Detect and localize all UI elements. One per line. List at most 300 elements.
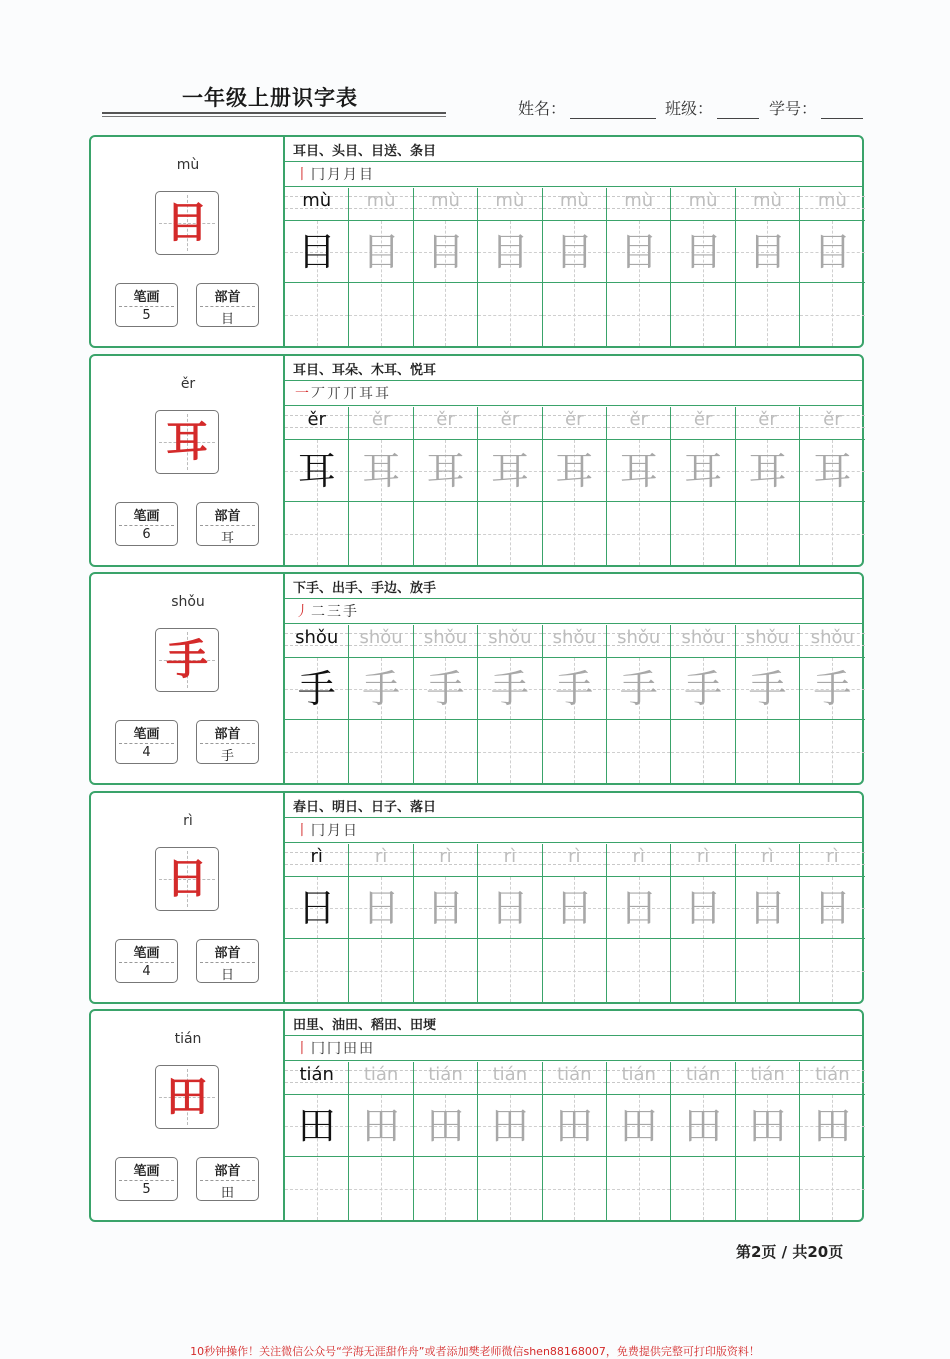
pinyin-text: shǒu [423, 627, 468, 648]
blank-writing-cell[interactable] [607, 1158, 670, 1220]
trace-cell[interactable] [800, 877, 864, 939]
stroke-step: 冂 [311, 823, 327, 839]
trace-char: 日 [297, 886, 336, 930]
pinyin-text: tián [557, 1064, 592, 1085]
pinyin-cell [543, 844, 606, 877]
divider [285, 1060, 862, 1061]
character-card [89, 135, 864, 348]
practice-column [478, 844, 542, 1002]
blank-writing-cell[interactable] [478, 284, 541, 346]
blank-writing-cell[interactable] [800, 1158, 864, 1220]
trace-cell[interactable] [736, 658, 799, 720]
trace-char: 田 [813, 1104, 852, 1148]
pinyin-text: rì [503, 846, 517, 867]
blank-writing-cell[interactable] [736, 503, 799, 565]
divider [285, 380, 862, 381]
radical-value: 耳 [220, 531, 234, 546]
character-pinyin: shǒu [171, 594, 205, 610]
blank-writing-cell[interactable] [543, 940, 606, 1002]
practice-panel [285, 793, 862, 1002]
practice-column [349, 188, 413, 346]
pinyin-cell [800, 844, 864, 877]
character-info-panel [91, 1011, 285, 1220]
blank-writing-cell[interactable] [414, 1158, 477, 1220]
pinyin-text: tián [621, 1064, 656, 1085]
trace-cell[interactable] [478, 440, 541, 502]
pinyin-text: ěr [500, 409, 520, 430]
blank-writing-cell[interactable] [478, 721, 541, 783]
pinyin-cell [414, 407, 477, 440]
pinyin-cell [478, 188, 541, 221]
stroke-order [295, 820, 359, 840]
blank-writing-cell[interactable] [736, 1158, 799, 1220]
stroke-step: 日 [343, 823, 359, 839]
blank-writing-cell[interactable] [671, 1158, 734, 1220]
pinyin-text: shǒu [810, 627, 854, 648]
trace-cell[interactable] [349, 658, 412, 720]
trace-cell[interactable] [349, 877, 412, 939]
trace-cell[interactable] [414, 877, 477, 939]
number-field[interactable] [769, 96, 863, 119]
class-blank[interactable] [717, 100, 759, 119]
pinyin-cell [478, 407, 541, 440]
pinyin-cell [414, 625, 477, 658]
pinyin-cell [414, 1062, 477, 1095]
stroke-step: 丨 [295, 167, 311, 183]
practice-column [414, 1062, 478, 1220]
character-box [155, 628, 219, 692]
practice-column [414, 625, 478, 783]
trace-cell[interactable] [349, 440, 412, 502]
main-character: 耳 [165, 417, 208, 466]
trace-cell[interactable] [543, 877, 606, 939]
stroke-step: 丨 [295, 1041, 311, 1057]
pinyin-cell [736, 844, 799, 877]
pinyin-text: mù [688, 190, 718, 211]
stroke-count-box [115, 1157, 178, 1201]
example-words: 耳目、头目、目送、条目 [293, 144, 437, 159]
pinyin-text: tián [428, 1064, 463, 1085]
example-words: 下手、出手、手边、放手 [293, 581, 437, 596]
blank-writing-cell[interactable] [607, 721, 670, 783]
pinyin-text: mù [366, 190, 396, 211]
trace-cell[interactable] [607, 877, 670, 939]
character-box [155, 410, 219, 474]
practice-column [671, 1062, 735, 1220]
pinyin-cell [671, 625, 734, 658]
stroke-step: 目 [359, 167, 375, 183]
trace-cell[interactable] [543, 440, 606, 502]
trace-cell[interactable] [671, 1095, 734, 1157]
practice-column [800, 1062, 864, 1220]
pinyin-text: ěr [693, 409, 713, 430]
class-field[interactable] [665, 96, 759, 119]
trace-char: 手 [748, 667, 787, 711]
practice-column [671, 407, 735, 565]
trace-cell[interactable] [478, 221, 541, 283]
practice-column [543, 407, 607, 565]
trace-cell[interactable] [736, 221, 799, 283]
blank-writing-cell[interactable] [800, 503, 864, 565]
blank-writing-cell[interactable] [607, 940, 670, 1002]
divider [285, 405, 862, 406]
practice-column [543, 1062, 607, 1220]
trace-cell[interactable] [671, 877, 734, 939]
pinyin-cell [285, 407, 348, 440]
pinyin-text: shǒu [359, 627, 403, 648]
blank-writing-cell[interactable] [543, 1158, 606, 1220]
trace-cell[interactable] [736, 440, 799, 502]
pinyin-cell [736, 188, 799, 221]
practice-column [543, 188, 607, 346]
trace-cell[interactable] [671, 658, 734, 720]
trace-cell[interactable] [285, 440, 348, 502]
radical-box [196, 1157, 259, 1201]
character-box [155, 191, 219, 255]
trace-char: 耳 [555, 449, 594, 493]
trace-char: 目 [555, 230, 594, 274]
pinyin-text: mù [559, 190, 589, 211]
stroke-step: 耳 [375, 386, 391, 402]
blank-writing-cell[interactable] [349, 721, 412, 783]
character-info-panel [91, 574, 285, 783]
trace-char: 田 [297, 1104, 336, 1148]
pinyin-cell [736, 625, 799, 658]
trace-char: 日 [490, 886, 529, 930]
name-blank[interactable] [570, 100, 656, 119]
blank-writing-cell[interactable] [478, 940, 541, 1002]
practice-column [736, 844, 800, 1002]
trace-cell[interactable] [671, 440, 734, 502]
divider [285, 842, 862, 843]
trace-char: 手 [490, 667, 529, 711]
class-label: 班级： [665, 99, 714, 118]
blank-writing-cell[interactable] [736, 721, 799, 783]
example-words: 春日、明日、日子、落日 [293, 800, 437, 815]
pinyin-text: tián [363, 1064, 399, 1085]
trace-cell[interactable] [478, 1095, 541, 1157]
practice-column [285, 1062, 349, 1220]
blank-writing-cell[interactable] [285, 940, 348, 1002]
practice-column [543, 844, 607, 1002]
pinyin-text: tián [492, 1064, 528, 1085]
trace-cell[interactable] [800, 1095, 864, 1157]
blank-writing-cell[interactable] [285, 1158, 348, 1220]
trace-cell[interactable] [736, 1095, 799, 1157]
pinyin-text: rì [310, 846, 323, 867]
divider [285, 817, 862, 818]
character-info-panel [91, 137, 285, 346]
pinyin-text: rì [761, 846, 774, 867]
blank-writing-cell[interactable] [736, 284, 799, 346]
pinyin-cell [607, 625, 670, 658]
trace-cell[interactable] [543, 1095, 606, 1157]
practice-column [671, 625, 735, 783]
pinyin-text: tián [750, 1064, 785, 1085]
practice-column [736, 625, 800, 783]
trace-char: 耳 [297, 449, 336, 493]
pinyin-cell [543, 625, 606, 658]
main-character: 目 [165, 198, 208, 247]
title-underline-thin [102, 116, 446, 117]
trace-cell[interactable] [607, 440, 670, 502]
practice-column [607, 844, 671, 1002]
trace-cell[interactable] [414, 1095, 477, 1157]
blank-writing-cell[interactable] [285, 503, 348, 565]
blank-writing-cell[interactable] [349, 503, 412, 565]
pinyin-cell [414, 188, 477, 221]
blank-writing-cell[interactable] [349, 284, 412, 346]
trace-cell[interactable] [414, 658, 477, 720]
trace-char: 手 [684, 667, 723, 711]
blank-writing-cell[interactable] [414, 503, 477, 565]
pinyin-cell [607, 1062, 670, 1095]
practice-column [800, 407, 864, 565]
practice-column [607, 407, 671, 565]
character-card [89, 354, 864, 567]
radical-label: 部首 [214, 946, 241, 961]
trace-char: 田 [362, 1104, 401, 1148]
practice-column [478, 625, 542, 783]
trace-char: 目 [490, 230, 529, 274]
trace-cell[interactable] [607, 658, 670, 720]
trace-char: 目 [684, 230, 723, 274]
character-card [89, 572, 864, 785]
blank-writing-cell[interactable] [414, 721, 477, 783]
number-blank[interactable] [821, 100, 863, 119]
pinyin-text: ěr [629, 409, 648, 430]
trace-char: 手 [426, 667, 465, 711]
name-label: 姓名： [518, 99, 567, 118]
divider [285, 161, 862, 162]
pinyin-cell [478, 844, 541, 877]
main-character: 日 [165, 854, 208, 903]
trace-cell[interactable] [285, 221, 348, 283]
practice-column [349, 844, 413, 1002]
blank-writing-cell[interactable] [349, 1158, 412, 1220]
blank-writing-cell[interactable] [285, 284, 348, 346]
trace-cell[interactable] [414, 440, 477, 502]
practice-column [478, 188, 542, 346]
radical-box [196, 720, 259, 764]
pinyin-text: shǒu [552, 627, 596, 648]
trace-cell[interactable] [543, 221, 606, 283]
stroke-step: 丆 [311, 386, 327, 402]
practice-column [800, 625, 864, 783]
blank-writing-cell[interactable] [543, 284, 606, 346]
practice-column [736, 188, 800, 346]
trace-cell[interactable] [349, 221, 412, 283]
pinyin-text: rì [696, 846, 710, 867]
radical-value: 手 [220, 749, 234, 764]
trace-char: 目 [813, 230, 852, 274]
stroke-step: 月 [343, 167, 359, 183]
blank-writing-cell[interactable] [414, 284, 477, 346]
radical-label: 部首 [214, 727, 241, 742]
title-underline [102, 112, 446, 114]
trace-cell[interactable] [285, 877, 348, 939]
radical-label: 部首 [214, 1164, 241, 1179]
trace-cell[interactable] [285, 1095, 348, 1157]
radical-box [196, 502, 259, 546]
trace-char: 耳 [619, 449, 658, 493]
blank-writing-cell[interactable] [607, 284, 670, 346]
pinyin-text: rì [374, 846, 388, 867]
trace-char: 手 [362, 667, 401, 711]
practice-grid [285, 625, 862, 787]
page-title: 一年级上册识字表 [182, 86, 358, 110]
practice-grid [285, 407, 862, 569]
trace-char: 耳 [490, 449, 529, 493]
example-words: 田里、油田、稻田、田埂 [293, 1018, 437, 1033]
blank-writing-cell[interactable] [671, 503, 734, 565]
blank-writing-cell[interactable] [543, 721, 606, 783]
trace-char: 日 [362, 886, 401, 930]
pinyin-text: tián [685, 1064, 721, 1085]
pinyin-text: ěr [371, 409, 391, 430]
practice-column [607, 625, 671, 783]
radical-box [196, 939, 259, 983]
blank-writing-cell[interactable] [478, 1158, 541, 1220]
blank-writing-cell[interactable] [736, 940, 799, 1002]
pinyin-cell [800, 407, 864, 440]
pinyin-cell [671, 188, 734, 221]
blank-writing-cell[interactable] [800, 940, 864, 1002]
pinyin-text: ěr [823, 409, 842, 430]
pinyin-text: ěr [758, 409, 777, 430]
pinyin-cell [800, 625, 864, 658]
trace-cell[interactable] [607, 1095, 670, 1157]
trace-char: 田 [490, 1104, 529, 1148]
trace-cell[interactable] [478, 877, 541, 939]
trace-cell[interactable] [285, 658, 348, 720]
stroke-order [295, 383, 391, 403]
trace-char: 手 [555, 667, 594, 711]
pinyin-text: shǒu [295, 627, 339, 648]
practice-column [349, 407, 413, 565]
trace-cell[interactable] [800, 658, 864, 720]
practice-grid [285, 188, 862, 350]
pinyin-text: mù [431, 190, 460, 211]
practice-column [671, 188, 735, 346]
divider [285, 623, 862, 624]
stroke-count-value: 4 [142, 745, 151, 760]
trace-cell[interactable] [671, 221, 734, 283]
trace-char: 田 [426, 1104, 465, 1148]
stroke-step: 冂 [311, 167, 327, 183]
practice-column [478, 1062, 542, 1220]
name-field[interactable] [518, 96, 656, 119]
pinyin-cell [349, 407, 412, 440]
trace-cell[interactable] [800, 440, 864, 502]
pinyin-cell [478, 1062, 541, 1095]
stroke-order [295, 1038, 375, 1058]
blank-writing-cell[interactable] [349, 940, 412, 1002]
pinyin-text: mù [302, 190, 332, 211]
blank-writing-cell[interactable] [800, 721, 864, 783]
stroke-step: 月 [327, 167, 343, 183]
trace-cell[interactable] [736, 877, 799, 939]
blank-writing-cell[interactable] [607, 503, 670, 565]
stroke-count-label: 笔画 [133, 727, 160, 742]
pinyin-text: mù [753, 190, 782, 211]
radical-label: 部首 [214, 290, 241, 305]
trace-cell[interactable] [414, 221, 477, 283]
worksheet-header [0, 0, 950, 130]
trace-char: 目 [748, 230, 787, 274]
trace-cell[interactable] [800, 221, 864, 283]
footer-note: 10秒钟操作！关注微信公众号“学海无涯甜作舟”或者添加樊老师微信shen88168007，免费提供完整可打印版资料！ [190, 1345, 760, 1358]
pinyin-cell [671, 1062, 734, 1095]
pinyin-cell [543, 407, 606, 440]
trace-char: 耳 [362, 449, 401, 493]
trace-cell[interactable] [478, 658, 541, 720]
blank-writing-cell[interactable] [543, 503, 606, 565]
pinyin-cell [349, 625, 412, 658]
pinyin-text: rì [568, 846, 581, 867]
pinyin-text: shǒu [745, 627, 790, 648]
blank-writing-cell[interactable] [478, 503, 541, 565]
blank-writing-cell[interactable] [671, 284, 734, 346]
stroke-count-value: 5 [142, 308, 151, 323]
stroke-count-label: 笔画 [133, 1164, 160, 1179]
trace-char: 目 [426, 230, 465, 274]
character-pinyin: ěr [180, 376, 196, 392]
trace-cell[interactable] [349, 1095, 412, 1157]
pinyin-cell [478, 625, 541, 658]
pinyin-cell [285, 625, 348, 658]
trace-char: 田 [619, 1104, 658, 1148]
practice-panel [285, 574, 862, 783]
pinyin-cell [800, 188, 864, 221]
practice-column [285, 844, 349, 1002]
radical-value: 田 [220, 1186, 234, 1201]
stroke-count-value: 6 [142, 527, 151, 542]
trace-char: 目 [619, 230, 658, 274]
character-box [155, 847, 219, 911]
trace-char: 耳 [426, 449, 465, 493]
trace-char: 手 [813, 667, 852, 711]
stroke-step: 丨 [295, 823, 311, 839]
practice-column [543, 625, 607, 783]
stroke-count-box [115, 283, 178, 327]
practice-grid [285, 844, 862, 1006]
stroke-step: 一 [295, 386, 311, 402]
trace-cell[interactable] [607, 221, 670, 283]
pinyin-cell [607, 188, 670, 221]
blank-writing-cell[interactable] [671, 721, 734, 783]
practice-column [607, 188, 671, 346]
blank-writing-cell[interactable] [285, 721, 348, 783]
stroke-step: 三 [327, 604, 343, 620]
pinyin-text: mù [495, 190, 525, 211]
practice-column [800, 844, 864, 1002]
character-pinyin: rì [183, 813, 193, 829]
pinyin-cell [607, 844, 670, 877]
pinyin-cell [543, 188, 606, 221]
blank-writing-cell[interactable] [671, 940, 734, 1002]
character-pinyin: tián [174, 1031, 202, 1047]
trace-cell[interactable] [543, 658, 606, 720]
stroke-step: 田 [343, 1041, 359, 1057]
pinyin-cell [285, 844, 348, 877]
radical-value: 日 [220, 968, 234, 983]
pinyin-text: rì [632, 846, 645, 867]
pinyin-cell [736, 1062, 799, 1095]
blank-writing-cell[interactable] [800, 284, 864, 346]
pinyin-text: rì [439, 846, 452, 867]
blank-writing-cell[interactable] [414, 940, 477, 1002]
